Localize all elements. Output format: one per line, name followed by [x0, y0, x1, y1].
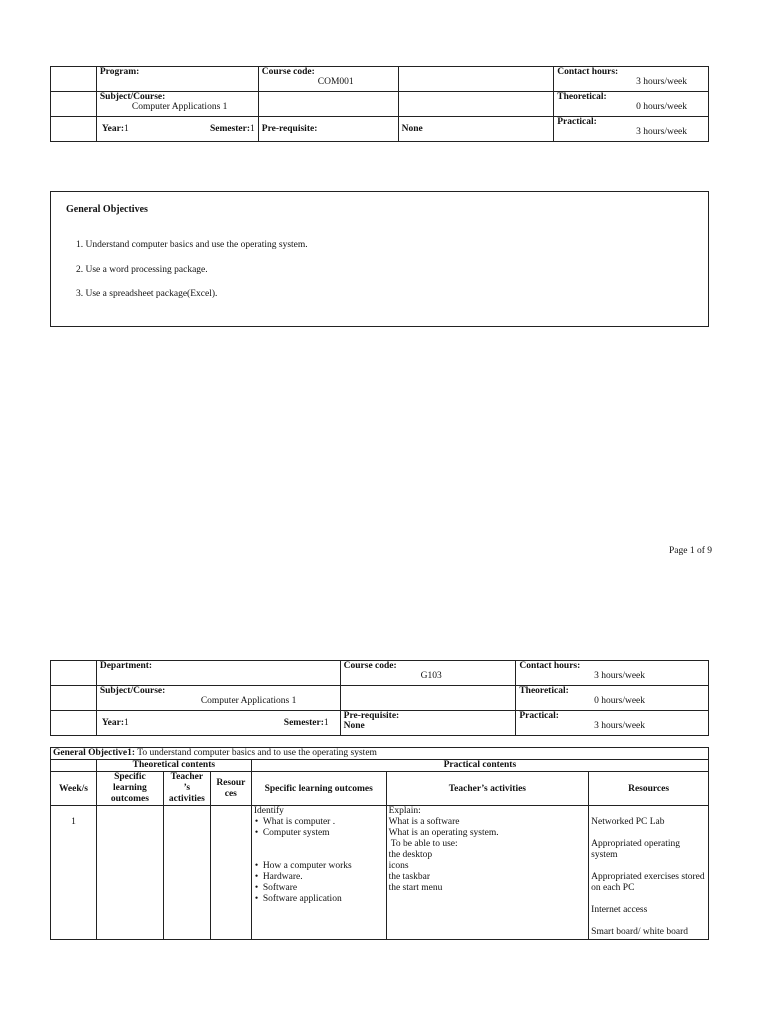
teacher-line: the taskbar: [388, 872, 430, 882]
resource-item: Appropriated exercises stored on each PC: [591, 872, 705, 893]
resource-item: Appropriated operating system: [591, 839, 681, 860]
practical-cell: [516, 711, 709, 736]
contact-hours-value: 3 hours/week: [594, 671, 645, 681]
col-week: Week/s: [51, 772, 97, 806]
theoretical-label: Theoretical:: [557, 92, 607, 102]
practical-label: Practical:: [557, 117, 597, 127]
theoretical-label: Theoretical:: [519, 686, 569, 696]
list-item: • Software application: [254, 894, 384, 905]
subject-cell: [96, 686, 340, 711]
resource-item: Networked PC Lab: [591, 817, 665, 827]
list-item: • Software: [254, 883, 384, 894]
subject-cell: [96, 92, 258, 117]
subject-label: Subject/Course:: [99, 92, 166, 102]
teacher-line: the desktop: [388, 850, 433, 860]
general-objectives-box: [50, 191, 709, 327]
list-item: • What is computer .: [254, 817, 384, 828]
program-label: Program:: [96, 67, 258, 92]
practical-contents-header: Practical contents: [251, 760, 708, 772]
semester-value: 1: [250, 124, 255, 134]
col-resources: Resour ces: [210, 772, 251, 806]
objective-item: 1. Understand computer basics and use the operating system.: [76, 240, 308, 250]
list-item: • Computer system: [254, 828, 384, 839]
teacher-line: To be able to use:: [388, 839, 458, 849]
year-semester-cell: [96, 117, 258, 142]
theoretical-contents-header: Theoretical contents: [96, 760, 251, 772]
department-label: Department:: [96, 661, 340, 686]
outcomes-list-a: [254, 817, 384, 839]
outcomes-list-b: [254, 861, 384, 905]
col-prac-teacher-activities: Teacher’s activities: [386, 772, 589, 806]
general-objective-text: To understand computer basics and to use the operating system: [135, 748, 377, 758]
year-label: Year:: [101, 718, 124, 728]
prereq-cell: [340, 711, 516, 736]
col-specific-outcomes: Specific learning outcomes: [96, 772, 163, 806]
theoretical-cell: [554, 92, 709, 117]
col-teacher-activities: Teacher ’s activities: [163, 772, 210, 806]
course-code-cell: [258, 67, 398, 92]
contact-hours-label: Contact hours:: [519, 661, 581, 671]
resource-item: Internet access: [591, 905, 648, 915]
year-semester-cell: [96, 711, 340, 736]
course-code-label: Course code:: [261, 67, 315, 77]
prereq-value: None: [398, 117, 554, 142]
practical-value: 3 hours/week: [594, 721, 645, 731]
theoretical-cell: [516, 686, 709, 711]
practical-value: 3 hours/week: [636, 127, 687, 137]
week-cell: 1: [51, 806, 97, 940]
theoretical-value: 0 hours/week: [594, 696, 645, 706]
objective-item: 3. Use a spreadsheet package(Excel).: [76, 289, 218, 299]
year-label: Year:: [101, 124, 125, 134]
teacher-line: What is a software: [388, 817, 460, 827]
contact-hours-label: Contact hours:: [557, 67, 619, 77]
contact-hours-cell: [554, 67, 709, 92]
prereq-label: Pre-requisite:: [258, 117, 398, 142]
prac-resources-cell: [589, 806, 709, 940]
list-item: • Hardware.: [254, 872, 384, 883]
course-code-value: COM001: [317, 77, 354, 87]
department-header-table: [50, 660, 709, 736]
course-code-value: G103: [420, 671, 442, 681]
practical-label: Practical:: [519, 711, 559, 721]
practical-cell: [554, 117, 709, 142]
resource-item: Smart board/ white board: [591, 927, 688, 937]
page-number: Page 1 of 9: [669, 546, 713, 556]
semester-label: Semester:: [283, 718, 324, 728]
general-objective-row: [51, 748, 709, 760]
subject-value: Computer Applications 1: [131, 102, 228, 112]
objective-content-table: [50, 747, 709, 940]
teacher-line: icons: [388, 861, 409, 871]
objectives-list: [76, 240, 308, 314]
semester-label: Semester:: [209, 124, 251, 134]
year-value: 1: [123, 718, 129, 728]
contact-hours-cell: [516, 661, 709, 686]
prereq-label: Pre-requisite:: [343, 711, 400, 721]
general-objectives-title: General Objectives: [66, 204, 148, 215]
objective-item: 2. Use a word processing package.: [76, 264, 208, 275]
prac-outcomes-cell: [251, 806, 386, 940]
course-code-label: Course code:: [343, 661, 397, 671]
col-prac-resources: Resources: [589, 772, 709, 806]
teacher-line: the start menu: [388, 883, 443, 893]
prac-teacher-cell: [386, 806, 589, 940]
contact-hours-value: 3 hours/week: [636, 77, 687, 87]
year-value: 1: [124, 124, 129, 134]
subject-value: Computer Applications 1: [200, 696, 297, 706]
general-objective-label: General Objective1:: [53, 748, 136, 758]
teacher-line: Explain:: [388, 806, 421, 816]
semester-value: 1: [323, 718, 329, 728]
subject-label: Subject/Course:: [99, 686, 166, 696]
course-header-table: [50, 66, 709, 142]
outcomes-intro: Identify: [253, 806, 284, 816]
course-code-cell: [340, 661, 516, 686]
list-item: • How a computer works: [254, 861, 384, 872]
col-prac-outcomes: Specific learning outcomes: [251, 772, 386, 806]
theoretical-value: 0 hours/week: [636, 102, 687, 112]
prereq-value: None: [343, 721, 365, 731]
teacher-line: What is an operating system.: [388, 828, 499, 838]
